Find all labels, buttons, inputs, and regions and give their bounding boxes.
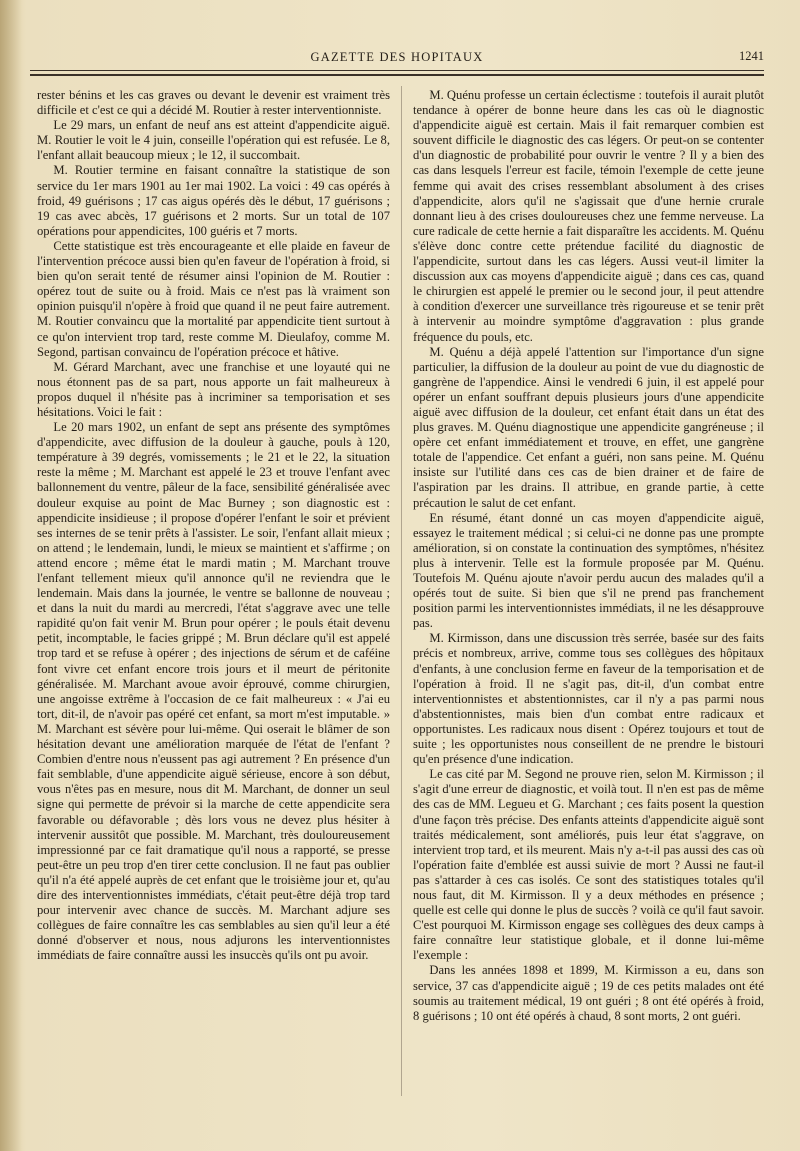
paragraph: M. Quénu professe un certain éclectisme : toutefois il aurait plutôt tendance à opérer de bonne heure dans les cas où le diagnostic d'appendicite aiguë est certain. Mais il fait remarquer combien est souvent difficile le diagnostic des cas légers. Or peut-on se contenter d'un diagnostic de probabilité pour ouvrir le ventre ? Il y a bien des cas dans lesquels l'erreur est facile, témoin l'exemple de cette jeune femme qui avait des crises ressemblant absolument à des crises d'appendicite, alors qu'il ne s'agissait que d'une hernie crurale donnant lieu à des crises douloureuses chez une femme nerveuse. La cure radicale de cette hernie a fait disparaître les accidents. M. Quénu s'élève donc contre cette prétendue facilité du diagnostic de l'appendicite, surtout dans les cas légers. Aussi veut-il limiter la discussion aux cas moyens d'appendicite aiguë ; dans ces cas, quand le chirurgien est appelé le premier ou le second jour, il peut attendre à condition d'exercer une surveillance très rigoureuse et se tenir prêt à intervenir au moindre symptôme d'aggravation : plus grande fréquence du pouls, etc. [413, 88, 764, 344]
paragraph: M. Gérard Marchant, avec une franchise et une loyauté qui ne nous étonnent pas de sa part, nous apporte un fait malheureux à propos duquel il n'hésite pas à incriminer sa temporisation et ses hésitations. Voici le fait : [37, 359, 390, 419]
page-header [30, 46, 764, 68]
journal-title: GAZETTE DES HOPITAUX [310, 50, 484, 64]
paragraph: Cette statistique est très encourageante et elle plaide en faveur de l'intervention précoce aussi bien qu'en faveur de l'opération à froid, si bien qu'on serait tenté de résumer ainsi l'opinion de M. Routier : opérez tout de suite ou à froid. Mais ce n'est pas là vraiment son opinion puisqu'il n'opère à froid que quand il ne peut faire autrement. M. Routier convaincu que la mortalité par appendicite tient surtout à ce qu'on intervient trop tard, reste comme M. Dieulafoy, comme M. Segond, partisan convaincu de l'opération précoce et hâtive. [37, 238, 390, 359]
paragraph: M. Routier termine en faisant connaître la statistique de son service du 1er mars 1901 au 1er mai 1902. La voici : 49 cas opérés à froid, 49 guérisons ; 17 cas aigus opérés dès le début, 17 guérisons ; 19 cas avec abcès, 17 guérisons et 2 morts. Sur un total de 107 opérations pour appendicites, 100 guéris et 7 morts. [37, 163, 390, 238]
paragraph: Dans les années 1898 et 1899, M. Kirmisson a eu, dans son service, 37 cas d'appendicite aiguë ; 19 de ces petits malades ont été soumis au traitement médical, 19 ont guéri ; 8 ont été opérés à froid, 8 guérisons ; 10 ont été opérés à chaud, 8 sont morts, 2 ont guéri. [413, 963, 764, 1023]
paragraph: Le 29 mars, un enfant de neuf ans est atteint d'appendicite aiguë. M. Routier le voit le 4 juin, conseille l'opération qui est refusée. Le 8, l'enfant allait beaucoup mieux ; le 12, il succombait. [37, 118, 390, 163]
page-number: 1241 [739, 49, 764, 63]
header-rule-thin [30, 70, 764, 71]
header-rule-thick [30, 74, 764, 76]
column-divider [401, 86, 402, 1096]
paragraph: Le 20 mars 1902, un enfant de sept ans présente des symptômes d'appendicite, avec diffusion de la douleur à gauche, pouls à 120, température à 39 degrés, vomissements ; le 21 et le 22, la situation reste la même ; M. Marchant est appelé le 23 et trouve l'enfant avec ballonnement du ventre, pâleur de la face, sensibilité généralisée avec douleur exquise au point de Mac Burney ; son diagnostic est : appendicite insidieuse ; il propose d'opérer l'enfant le soir et prévient ses internes de se tenir prêts à l'assister. Le soir, l'enfant allait mieux ; on attend ; le lendemain, lundi, le mieux se maintient et s'affirme ; on attend encore ; même état le mardi matin ; M. Marchant trouve l'enfant tellement mieux qu'il annonce qu'il ne reviendra que le lendemain. Mais dans la journée, le ventre se ballonne de nouveau ; et dans la nuit du mardi au mercredi, l'état s'aggrave avec une telle rapidité qu'on fait venir M. Brun pour opérer ; le pouls était devenu petit, incomptable, le facies grippé ; M. Brun déclare qu'il est appelé trop tard et se refuse à opérer ; des injections de sérum et de caféine font vivre cet enfant encore trois jours et il meurt de péritonite généralisée. M. Marchant avoue avoir éprouvé, comme chirurgien, une angoisse extrême à l'occasion de ce fait malheureux : « J'ai eu tort, dit-il, de n'avoir pas opéré cet enfant, sa mort m'est imputable. » M. Marchant est sévère pour lui-même. Qui oserait le blâmer de son hésitation devant une amélioration marquée de l'état de l'enfant ? Combien d'entre nous n'eussent pas agi autrement ? En présence d'un fait semblable, d'une appendicite aiguë sérieuse, encore à son début, vous n'êtes pas en mesure, nous dit M. Marchant, de donner un seul signe qui permette de prévoir si la marche de cette appendicite sera favorable ou défavorable ; dès lors vous ne devez plus hésiter à intervenir aussitôt que possible. M. Marchant, très douloureusement impressionné par ce fait dramatique qu'il nous a rapporté, se presse peut-être un peu trop d'en tirer cette conclusion. Il ne faut pas oublier qu'il n'a été appelé auprès de cet enfant que le troisième jour et, qu'au dire des interventionnistes immédiats, c'était peut-être déjà trop tard pour intervenir avec chance de succès. M. Marchant adjure ses collègues de faire connaître les cas semblables au sien qu'il leur a été donné d'observer et nous, nous adjurons les interventionnistes immédiats de faire connaître aussi les insuccès qu'ils ont pu avoir. [37, 420, 390, 963]
paragraph: En résumé, étant donné un cas moyen d'appendicite aiguë, essayez le traitement médical ; si celui-ci ne donne pas une prompte amélioration, si on constate la continuation des symptômes, n'hésitez plus à intervenir. Telle est la formule proposée par M. Quénu. Toutefois M. Quénu ajoute n'avoir perdu aucun des malades qu'il a opérés tout de suite. Si bien que s'il ne prend pas franchement position parmi les interventionnistes immédiats, il ne les désapprouve pas. [413, 510, 764, 631]
paragraph: M. Kirmisson, dans une discussion très serrée, basée sur des faits précis et nombreux, arrive, comme tous ses collègues des hôpitaux d'enfants, à une conclusion ferme en faveur de la temporisation et de l'opération à froid. Il ne s'agit pas, dit-il, d'un combat entre interventionnistes et abstentionnistes, car il n'y a pas parmi nous d'abstentionnistes, mais bien d'un combat entre radicaux et opportunistes. Les radicaux nous disent : Opérez toujours et tout de suite ; les opportunistes nous conseillent de ne prendre le bistouri qu'en présence d'une indication. [413, 631, 764, 767]
paragraph: rester bénins et les cas graves ou devant le devenir est vraiment très difficile et c'est ce qui a décidé M. Routier à rester interventionniste. [37, 88, 390, 118]
right-column [413, 88, 764, 1138]
paragraph: Le cas cité par M. Segond ne prouve rien, selon M. Kirmisson ; il s'agit d'une erreur de diagnostic, et voilà tout. Il n'en est pas de même des cas de MM. Legueu et G. Marchant ; ces faits posent la question d'une façon très précise. Des enfants atteints d'appendicite aiguë sont traités médicalement, sont améliorés, puis leur état s'aggrave, on intervient trop tard, et ils meurent. Mais n'y a-t-il pas aussi des cas où l'opération faite d'emblée est aussi suivie de mort ? Aussi ne faut-il pas s'attarder à ces cas isolés. Ce sont des statistiques totales qu'il nous faut, dit M. Kirmisson. Il y a deux méthodes en présence ; quelle est celle qui donne le plus de succès ? voilà ce qu'il faut savoir. C'est pourquoi M. Kirmisson engage ses collègues des deux camps à faire connaître leur statistique globale, et il donne lui-même l'exemple : [413, 767, 764, 963]
left-column [37, 88, 390, 1138]
page-gutter-shadow [0, 0, 22, 1151]
paragraph: M. Quénu a déjà appelé l'attention sur l'importance d'un signe particulier, la diffusion de la douleur au point de vue du diagnostic de gangrène de l'appendice. Ainsi le vendredi 6 juin, il est appelé pour opérer un enfant souffrant depuis plusieurs jours d'une appendicite aiguë avec diffusion de la douleur, cet enfant était dans un état des plus graves. M. Quénu diagnostique une appendicite gangréneuse ; il opère cet enfant immédiatement et trouve, en effet, une gangrène totale de l'appendice. Cet enfant a guéri, non sans peine. M. Quénu insiste sur l'utilité dans ces cas de bien drainer et de faire de l'aspiration par les drains. Il attribue, en grande partie, à cette précaution le salut de cet enfant. [413, 344, 764, 510]
